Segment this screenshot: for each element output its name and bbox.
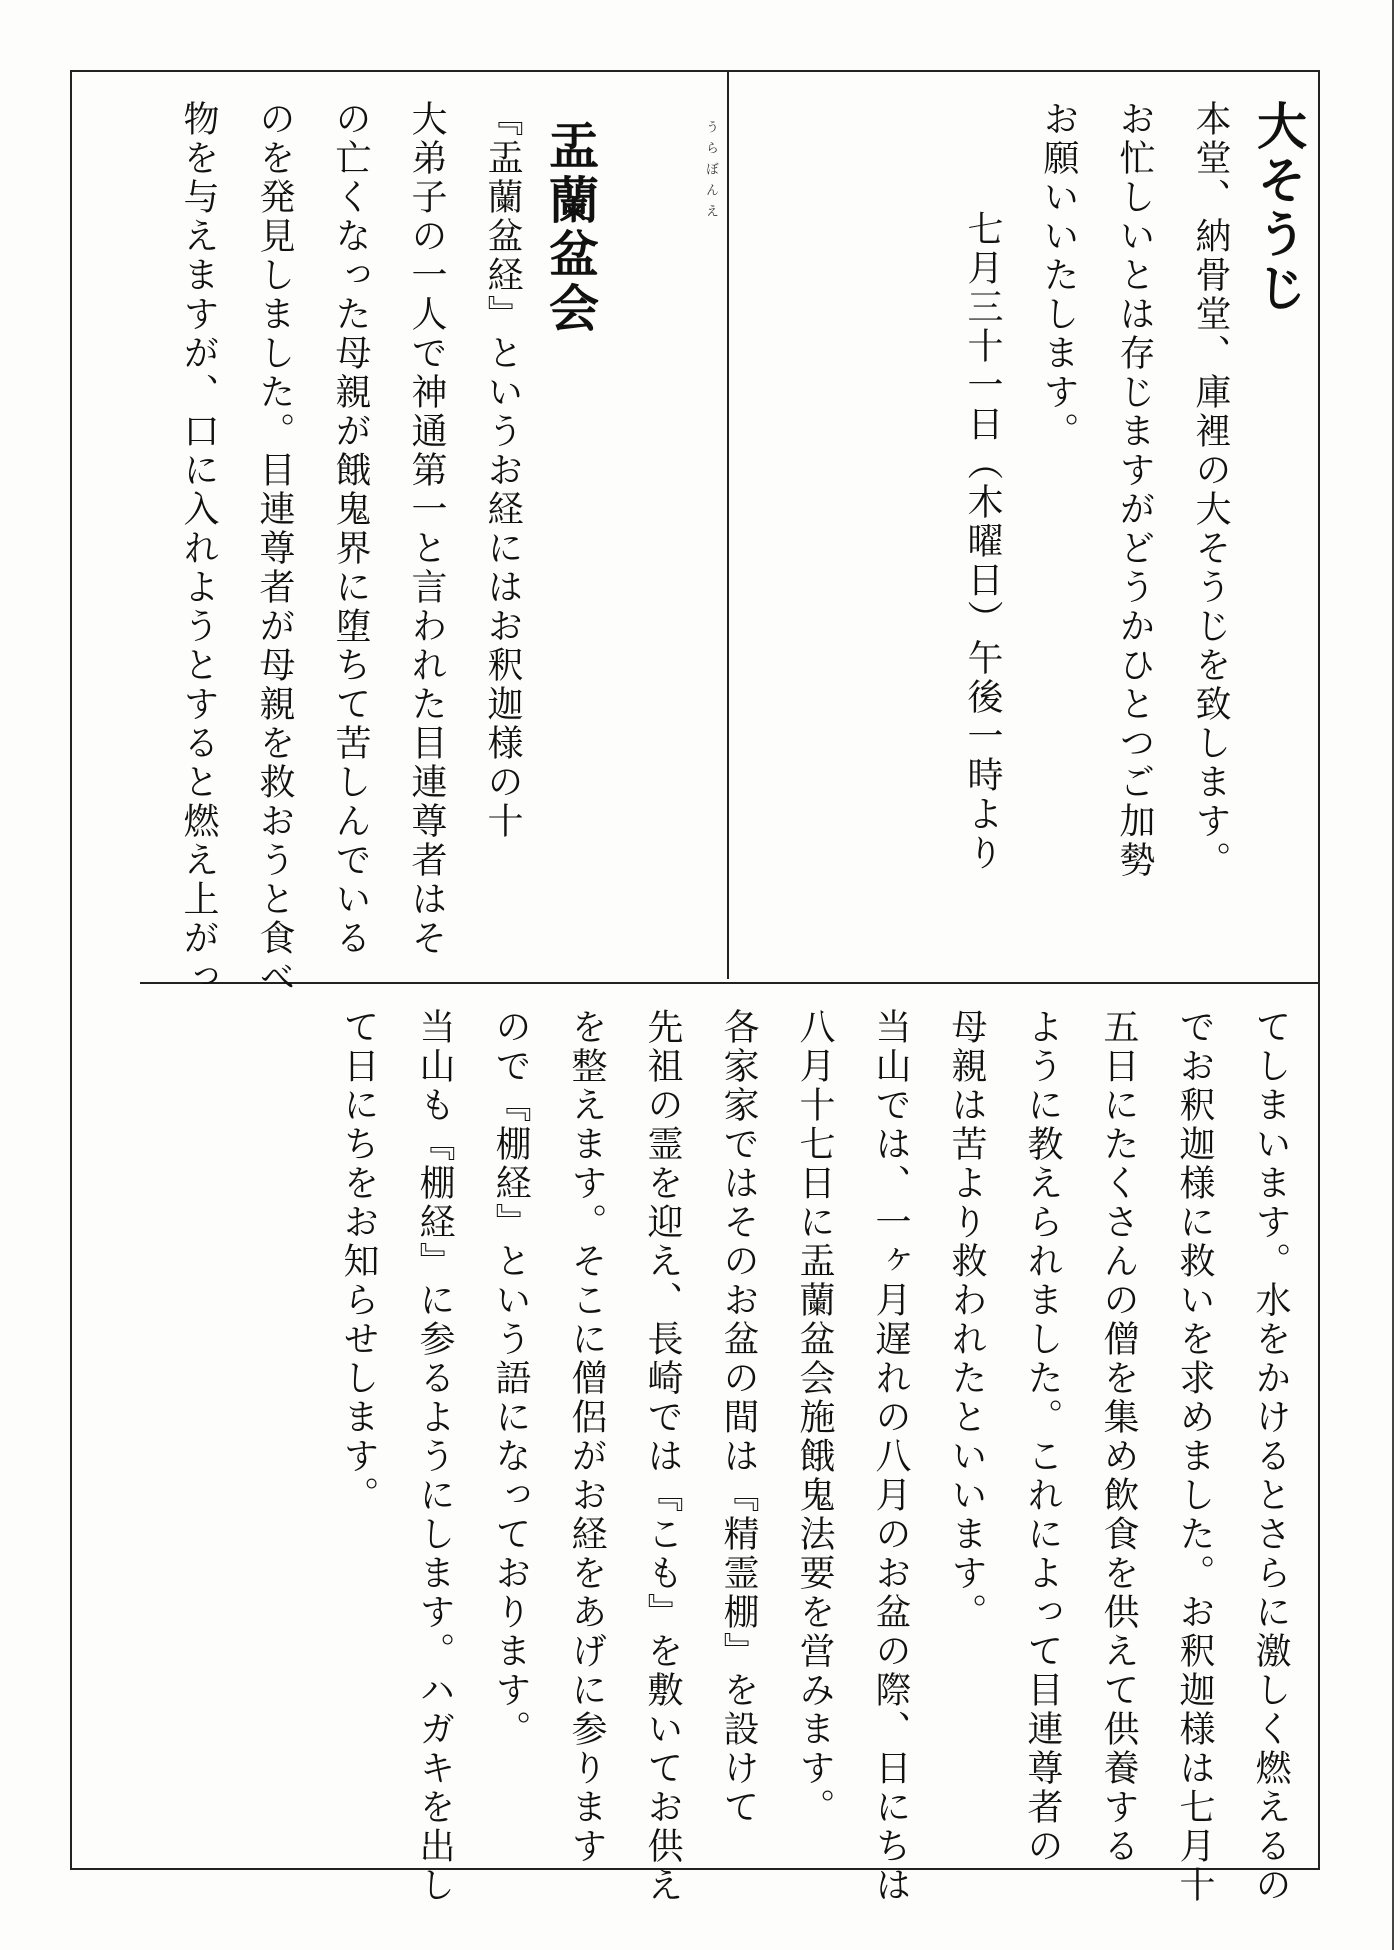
section-continuation [320,1008,1308,1905]
continuation-line-3: 五日にたくさんの僧を集め飲食を供えて供養する [1098,1008,1139,1866]
section-oosouji-line-3: お願いいたします。 [1038,100,1079,451]
continuation-line-10: を整えます。そこに僧侶がお経をあげに参ります [566,1008,607,1866]
continuation-line-6: 当山では、一ヶ月遅れの八月のお盆の際、日にちは [870,1008,911,1905]
section-oosouji-line-2: お忙しいとは存じますがどうかひとつご加勢 [1114,100,1155,880]
title-ruby: うらぼんえ [703,120,718,225]
section-oosouji-line-1: 本堂、納骨堂、庫裡の大そうじを致します。 [1190,100,1231,880]
continuation-line-1: てしまいます。水をかけるとさらに激しく燃えるの [1250,1008,1291,1905]
continuation-line-12: 当山も『棚経』に参るようにします。ハガキを出し [414,1008,455,1905]
continuation-line-7: 八月十七日に盂蘭盆会施餓鬼法要を営みます。 [794,1008,835,1827]
section-urabon-line-2: 大弟子の一人で神通第一と言われた目連尊者はそ [406,100,447,958]
section-urabon-title: 盂蘭盆会 [541,120,600,336]
continuation-line-11: ので『棚経』という語になっております。 [490,1008,531,1749]
continuation-line-2: でお釈迦様に救いを求めました。お釈迦様は七月十 [1174,1008,1215,1905]
section-oosouji [944,100,1308,880]
continuation-line-13: て日にちをお知らせします。 [338,1008,379,1515]
continuation-line-4: ように教えられました。これによって目連尊者の [1022,1008,1063,1866]
continuation-line-9: 先祖の霊を迎え、長崎では『こも』を敷いてお供え [642,1008,683,1905]
section-urabon-line-4: のを発見しました。目連尊者が母親を救おうと食べ [254,100,295,997]
page-edge-line [1392,0,1394,1950]
section-urabon-line-1: 『盂蘭盆経』というお経にはお釈迦様の十 [482,100,523,841]
section-urabon [160,100,600,997]
section-urabon-line-3: の亡くなった母親が餓鬼界に堕ちて苦しんでいる [330,100,371,958]
column-divider [727,72,729,979]
section-urabon-line-5: 物を与えますが、口に入れようとすると燃え上がっ [178,100,219,997]
continuation-line-8: 各家家ではそのお盆の間は『精霊棚』を設けて [718,1008,759,1827]
continuation-line-5: 母親は苦より救われたといいます。 [946,1008,987,1632]
section-oosouji-title: 大そうじ [1249,100,1308,316]
section-oosouji-date: 七月三十一日（木曜日）午後一時より [962,210,1003,873]
